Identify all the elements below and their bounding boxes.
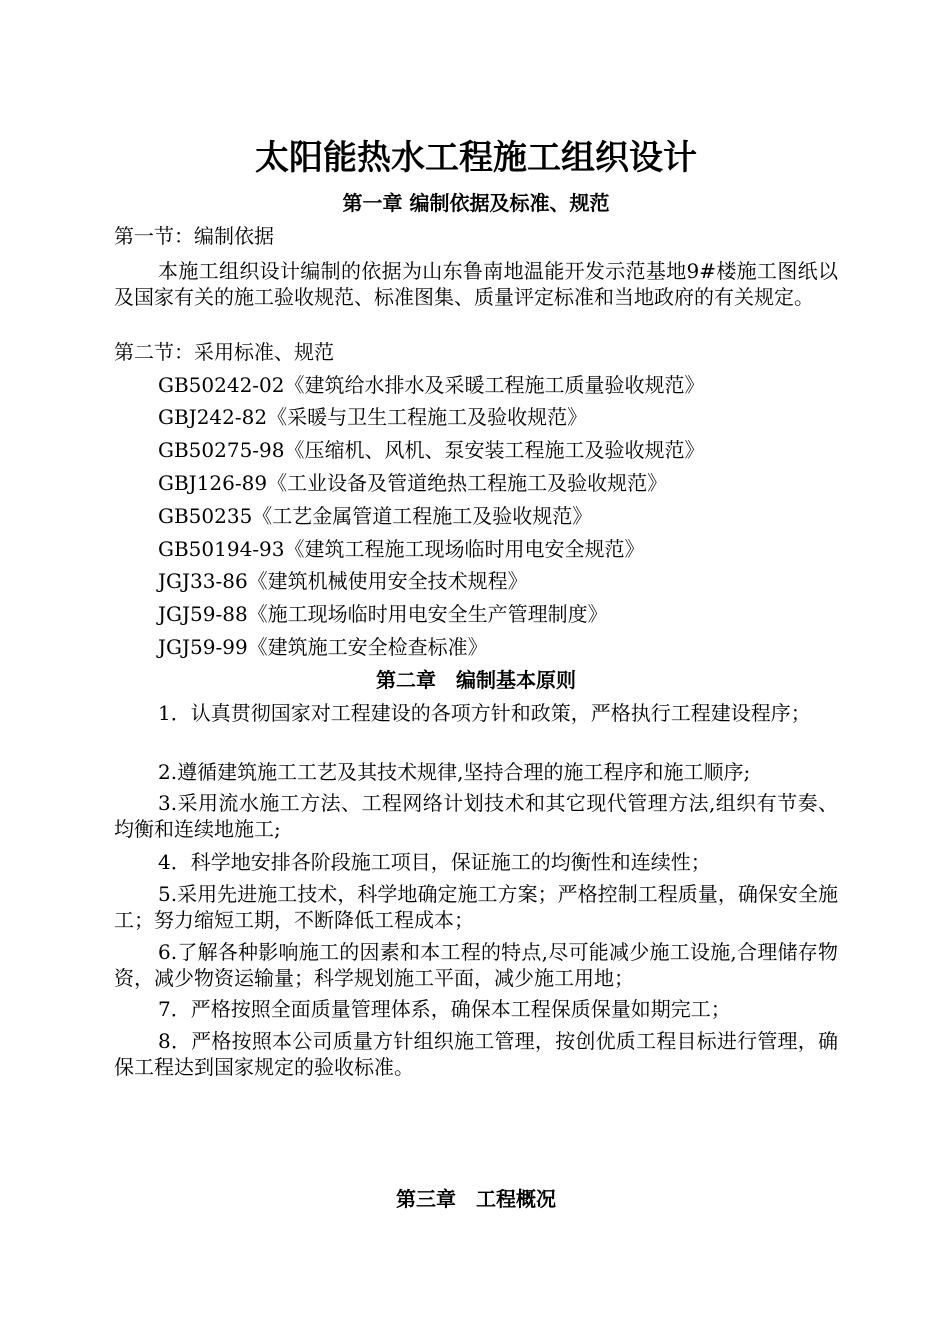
section-2-heading: 第二节：采用标准、规范 — [114, 340, 334, 364]
standard-item: GB50242-02《建筑给水排水及采暖工程施工质量验收规范》 — [158, 373, 705, 397]
principle-item: 6.了解各种影响施工的因素和本工程的特点,尽可能减少施工设施,合理储存物资，减少物资运输量；科学规划施工平面，减少施工用地； — [114, 940, 838, 990]
standard-item: GBJ126-89《工业设备及管道绝热工程施工及验收规范》 — [158, 471, 668, 495]
chapter-3-heading: 第三章 工程概况 — [396, 1187, 556, 1211]
principle-item: 8．严格按照本公司质量方针组织施工管理，按创优质工程目标进行管理，确保工程达到国家规定的验收标准。 — [114, 1029, 838, 1079]
section-1-text: 本施工组织设计编制的依据为山东鲁南地温能开发示范基地9#楼施工图纸以及国家有关的施工验收规范、标准图集、质量评定标准和当地政府的有关规定。 — [114, 259, 838, 309]
standard-item: JGJ33-86《建筑机械使用安全技术规程》 — [158, 569, 528, 593]
principle-item: 1．认真贯彻国家对工程建设的各项方针和政策，严格执行工程建设程序； — [158, 701, 811, 725]
standard-item: GB50194-93《建筑工程施工现场临时用电安全规范》 — [158, 537, 645, 561]
standard-item: JGJ59-99《建筑施工安全检查标准》 — [158, 635, 488, 659]
document-title: 太阳能热水工程施工组织设计 — [255, 138, 697, 178]
chapter-2-heading: 第二章 编制基本原则 — [376, 668, 576, 692]
document-page — [114, 0, 838, 1344]
principle-item: 4．科学地安排各阶段施工项目，保证施工的均衡性和连续性； — [158, 850, 711, 874]
standard-item: GB50275-98《压缩机、风机、泵安装工程施工及验收规范》 — [158, 438, 705, 462]
section-1-heading: 第一节：编制依据 — [114, 224, 274, 248]
principle-item: 3.采用流水施工方法、工程网络计划技术和其它现代管理方法,组织有节奏、均衡和连续地施工; — [114, 791, 838, 841]
standard-item: GB50235《工艺金属管道工程施工及验收规范》 — [158, 504, 593, 528]
principle-item: 2.遵循建筑施工工艺及其技术规律,坚持合理的施工程序和施工顺序; — [158, 760, 751, 784]
standard-item: JGJ59-88《施工现场临时用电安全生产管理制度》 — [158, 602, 608, 626]
principle-item: 7．严格按照全面质量管理体系，确保本工程保质保量如期完工； — [158, 997, 731, 1021]
standard-item: GBJ242-82《采暖与卫生工程施工及验收规范》 — [158, 405, 588, 429]
principle-item: 5.采用先进施工技术，科学地确定施工方案；严格控制工程质量，确保安全施工；努力缩短工期，不断降低工程成本； — [114, 882, 838, 932]
chapter-1-heading: 第一章 编制依据及标准、规范 — [342, 191, 610, 215]
